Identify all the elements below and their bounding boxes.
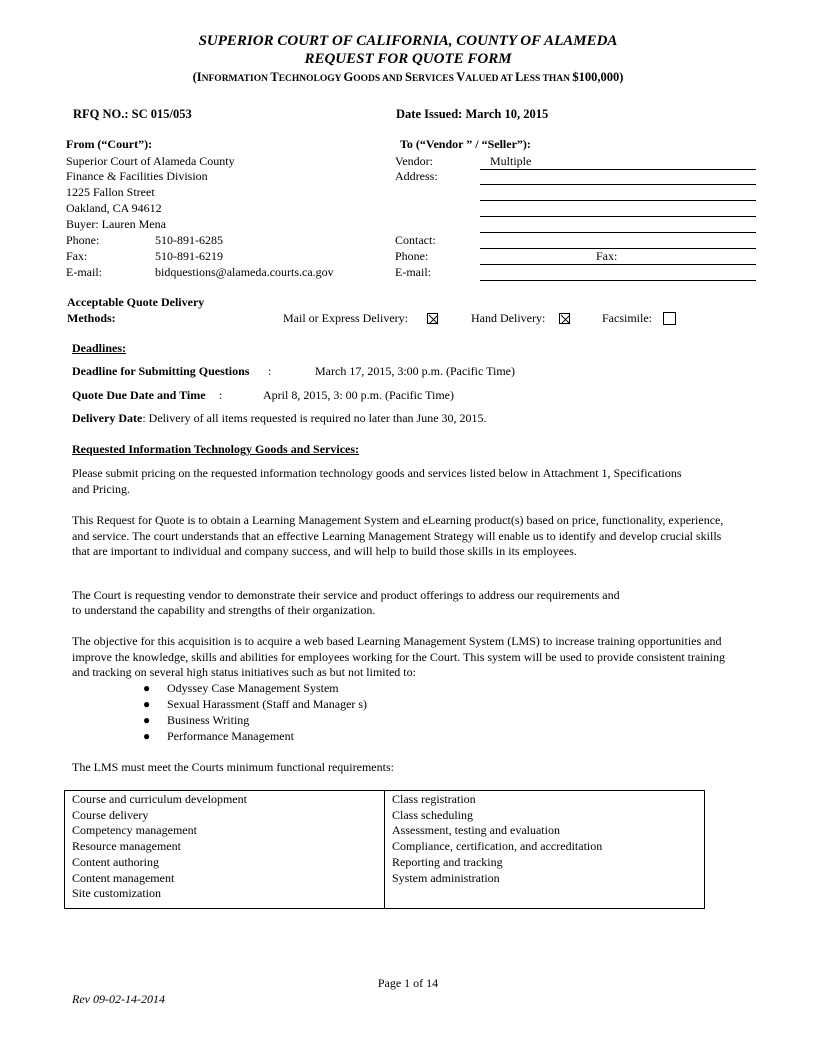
initiative-list-item xyxy=(143,729,294,744)
requirements-table xyxy=(64,790,705,909)
bullet-icon: ● xyxy=(143,729,151,743)
contact-field-line[interactable] xyxy=(480,248,756,249)
initiative-label: Sexual Harassment (Staff and Manager s) xyxy=(167,697,368,711)
requirement-item: Assessment, testing and evaluation xyxy=(392,823,560,838)
revision-label: Rev 09-02-14-2014 xyxy=(72,992,165,1006)
requested-paragraph-3-line1: The Court is requesting vendor to demonstrate their service and product offerings to address our requirements and xyxy=(72,588,620,602)
table-row xyxy=(65,791,705,909)
page-number: Page 1 of 14 xyxy=(377,976,439,990)
hand-delivery-checkbox[interactable] xyxy=(559,313,570,324)
subtitle-word-initial: T xyxy=(270,70,279,84)
subtitle-words xyxy=(197,70,573,84)
subtitle-word-initial: L xyxy=(515,70,524,84)
form-subtitle xyxy=(0,70,816,85)
deadlines-heading: Deadlines: xyxy=(72,341,126,355)
contact-label: Contact: xyxy=(395,233,436,247)
date-issued: Date Issued: March 10, 2015 xyxy=(396,107,549,121)
delivery-date-value: : Delivery of all items requested is required no later than June 30, 2015. xyxy=(142,411,487,425)
requirement-item: Course and curriculum development xyxy=(72,792,247,806)
address-field-line-3[interactable] xyxy=(480,216,756,217)
vendor-phone-label: Phone: xyxy=(395,249,429,263)
questions-deadline-value: March 17, 2015, 3:00 p.m. (Pacific Time) xyxy=(315,364,515,378)
phone-fax-field-line[interactable] xyxy=(480,264,756,265)
subtitle-word-rest: ERVICES xyxy=(411,74,457,84)
subtitle-word-initial: G xyxy=(343,70,354,84)
to-heading: To (“Vendor ” / “Seller”): xyxy=(400,137,531,151)
subtitle-word-initial: S xyxy=(405,70,412,84)
requirement-item: Content management xyxy=(72,870,175,885)
facsimile-checkbox[interactable] xyxy=(663,312,676,325)
requested-paragraph-2: This Request for Quote is to obtain a Learning Management System and eLearning product(s) based on price, functionality, experience, and service. The court understands that an effective Learning Management Strategy will enable us to identify and develop crucial skills that are important to individual and company success, and will help to build those skills in its employees. xyxy=(72,513,724,558)
address-field-line-1[interactable] xyxy=(480,184,756,185)
mail-delivery-label: Mail or Express Delivery: xyxy=(283,311,408,325)
vendor-fax-label: Fax: xyxy=(596,249,618,263)
delivery-label-line1: Acceptable Quote Delivery xyxy=(67,295,205,309)
delivery-label-line2: Methods: xyxy=(67,311,116,325)
subtitle-word-rest: ESS THAN xyxy=(523,74,573,84)
from-email-label: E-mail: xyxy=(66,265,102,279)
initiative-label: Performance Management xyxy=(167,729,294,743)
requested-paragraph-3-line2: to understand the capability and strengths of their organization. xyxy=(72,603,376,617)
bullet-icon: ● xyxy=(143,697,151,711)
from-line: Finance & Facilities Division xyxy=(66,169,208,183)
subtitle-word-initial: V xyxy=(456,70,466,84)
subtitle-word-rest: NFORMATION xyxy=(201,74,271,84)
quote-due-value: April 8, 2015, 3: 00 p.m. (Pacific Time) xyxy=(263,388,454,402)
subtitle-open: ( xyxy=(192,70,197,84)
requirement-item: Class scheduling xyxy=(392,807,473,822)
facsimile-label: Facsimile: xyxy=(602,311,652,325)
from-line: Superior Court of Alameda County xyxy=(66,154,235,168)
requirement-item: Reporting and tracking xyxy=(392,854,503,869)
requirement-item: Resource management xyxy=(72,839,181,854)
requirement-item: Course delivery xyxy=(72,807,149,822)
requirements-left-column xyxy=(65,791,385,909)
form-title-line1: SUPERIOR COURT OF CALIFORNIA, COUNTY OF ALAMEDA xyxy=(198,33,618,49)
email-field-line[interactable] xyxy=(480,280,756,281)
checkbox-x-icon xyxy=(428,314,439,325)
address-field-line-2[interactable] xyxy=(480,200,756,201)
from-fax-label: Fax: xyxy=(66,249,88,263)
from-line: 1225 Fallon Street xyxy=(66,185,155,199)
delivery-date-label: Delivery Date xyxy=(72,411,143,425)
rfq-number: RFQ NO.: SC 015/053 xyxy=(73,107,192,121)
requirement-item: System administration xyxy=(392,870,500,885)
requirement-item: Site customization xyxy=(72,886,161,901)
requested-heading: Requested Information Technology Goods and Services: xyxy=(72,442,360,456)
requirement-item: Content authoring xyxy=(72,854,159,869)
bullet-icon: ● xyxy=(143,713,151,727)
initiative-label: Business Writing xyxy=(167,713,250,727)
from-line: Buyer: Lauren Mena xyxy=(66,217,166,231)
requested-paragraph-1: Please submit pricing on the requested information technology goods and services listed below in Attachment 1, Specifications and Pricing. xyxy=(72,466,682,496)
subtitle-word-rest: ALUED AT xyxy=(465,74,516,84)
address-field-line-4[interactable] xyxy=(480,232,756,233)
requirements-right-column xyxy=(385,791,705,909)
initiative-list-item xyxy=(143,697,367,712)
vendor-value[interactable]: Multiple xyxy=(490,154,532,168)
delivery-date-row xyxy=(72,411,487,426)
requirement-item: Competency management xyxy=(72,823,197,838)
from-phone: 510-891-6285 xyxy=(155,233,223,247)
from-email[interactable]: bidquestions@alameda.courts.ca.gov xyxy=(155,265,334,279)
checkbox-x-icon xyxy=(560,314,571,325)
form-title-line2: REQUEST FOR QUOTE FORM xyxy=(304,51,512,67)
bullet-icon: ● xyxy=(143,681,151,695)
initiative-label: Odyssey Case Management System xyxy=(167,681,339,695)
initiative-list-item xyxy=(143,681,339,696)
requirement-item: Compliance, certification, and accreditation xyxy=(392,839,603,854)
subtitle-word-initial: I xyxy=(196,70,202,84)
questions-deadline-colon: : xyxy=(268,364,272,378)
subtitle-word-rest: ECHNOLOGY xyxy=(278,74,344,84)
initiative-list-item xyxy=(143,713,249,728)
requirement-item: Class registration xyxy=(392,792,476,806)
from-fax: 510-891-6219 xyxy=(155,249,223,263)
vendor-email-label: E-mail: xyxy=(395,265,431,279)
address-label: Address: xyxy=(395,169,438,183)
vendor-label: Vendor: xyxy=(395,154,433,168)
from-line: Oakland, CA 94612 xyxy=(66,201,162,215)
vendor-field-line[interactable] xyxy=(480,169,756,170)
hand-delivery-label: Hand Delivery: xyxy=(471,311,546,325)
subtitle-amount: $100,000) xyxy=(572,70,624,84)
questions-deadline-label: Deadline for Submitting Questions xyxy=(72,364,250,378)
quote-due-colon: : xyxy=(219,388,223,402)
mail-delivery-checkbox[interactable] xyxy=(427,313,438,324)
quote-due-label: Quote Due Date and Time xyxy=(72,388,206,402)
from-heading: From (“Court”): xyxy=(66,137,153,151)
from-phone-label: Phone: xyxy=(66,233,100,247)
requested-paragraph-5: The LMS must meet the Courts minimum functional requirements: xyxy=(72,760,394,774)
requested-paragraph-4: The objective for this acquisition is to acquire a web based Learning Management System (LMS) to increase training opportunities and improve the knowledge, skills and abilities for employees working for the Court. This system will be used to provide consistent training and tracking on several high status initiatives such as but not limited to: xyxy=(72,634,726,679)
subtitle-word-rest: OODS AND xyxy=(353,74,405,84)
